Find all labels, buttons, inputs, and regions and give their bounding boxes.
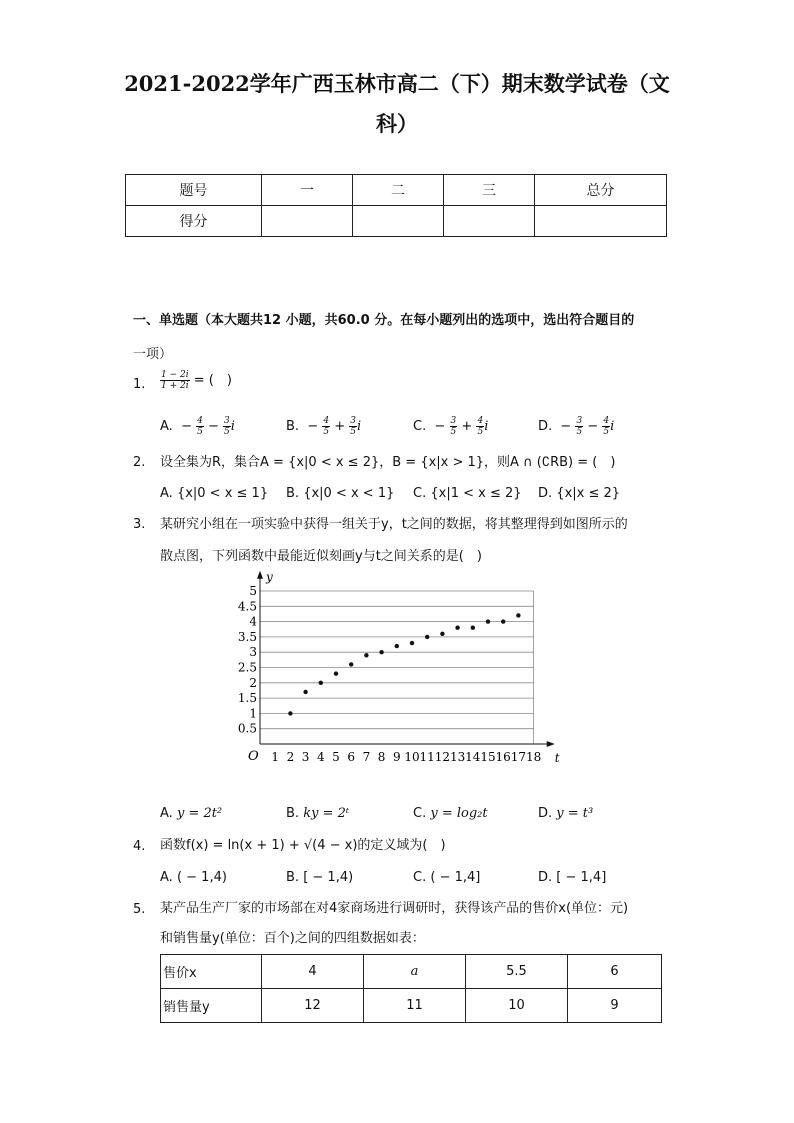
data-point: [319, 681, 323, 685]
option-label: B.: [286, 419, 300, 434]
x-tick-label: 6: [347, 750, 356, 764]
paper-title-line1: 2021-2022学年广西玉林市高二（下）期末数学试卷（文: [124, 71, 670, 96]
table-cell: 9: [568, 989, 662, 1023]
option-text: {x|0 < x ≤ 1}: [176, 486, 269, 501]
option-label: C.: [413, 870, 427, 885]
score-cell: [444, 206, 535, 237]
paper-title-line2: 科）: [376, 111, 418, 136]
y-tick-label: 3.5: [237, 629, 257, 644]
data-point: [395, 644, 399, 648]
y-tick-label: 4: [249, 614, 257, 629]
q1-fraction-numerator: 1 − 2i: [161, 370, 189, 380]
frac-den: 5: [323, 427, 330, 437]
table-cell: 4: [262, 955, 364, 989]
q4-option-a[interactable]: [160, 870, 227, 885]
y-tick-label: 2.5: [237, 660, 257, 675]
y-tick-label: 3: [249, 645, 257, 660]
option-text: {x|1 < x ≤ 2}: [430, 486, 522, 501]
option-label: A.: [160, 806, 173, 821]
option-text: y = 2t²: [176, 806, 223, 821]
option-label: A.: [160, 419, 173, 434]
table-cell: 11: [364, 989, 466, 1023]
option-var: i: [357, 419, 362, 434]
score-cell: [535, 206, 667, 237]
score-cell: [353, 206, 444, 237]
q4-option-b[interactable]: [286, 870, 353, 885]
data-point: [425, 635, 429, 639]
y-tick-label: 4.5: [237, 599, 257, 614]
y-tick-label: 5: [249, 584, 257, 598]
option-label: B.: [286, 806, 300, 821]
x-tick-label: 3: [301, 750, 310, 764]
q4-stem: 函数f(x) = ln(x + 1) + √(4 − x)的定义域为( ): [160, 838, 446, 853]
x-tick-label: 16: [495, 750, 511, 764]
section-heading-line1: 一、单选题（本大题共12 小题，共60.0 分。在每小题列出的选项中，选出符合题目的: [133, 313, 635, 328]
table-cell: 6: [568, 955, 662, 989]
option-label: A.: [160, 486, 173, 501]
table-cell: 销售量y: [161, 989, 262, 1023]
y-tick-label: 1: [249, 706, 257, 721]
table-cell: 售价x: [161, 955, 262, 989]
option-text: [ − 1,4): [303, 870, 354, 885]
table-row: [161, 955, 662, 989]
table-cell: 5.5: [466, 955, 568, 989]
option-label: B.: [286, 486, 300, 501]
data-point: [288, 711, 292, 715]
option-sign: +: [461, 419, 473, 434]
q1-tail: = ( ): [193, 373, 232, 388]
frac-den: 5: [603, 427, 610, 437]
q1-option-a[interactable]: [160, 416, 235, 437]
q2-option-b[interactable]: [286, 486, 394, 501]
x-tick-label: 10: [404, 750, 420, 764]
score-row-label: 得分: [126, 206, 262, 237]
option-text: [ − 1,4]: [556, 870, 607, 885]
option-sign: +: [334, 419, 346, 434]
x-tick-label: 5: [332, 750, 340, 764]
data-point: [455, 626, 459, 630]
x-tick-label: 9: [392, 750, 401, 764]
q2-option-d[interactable]: [538, 486, 620, 501]
x-tick-label: 1: [271, 750, 280, 764]
q2-stem: 设全集为R，集合A = {x|0 < x ≤ 2}，B = {x|x > 1}，则A ∩ (∁RB) = ( ): [160, 455, 616, 470]
frac-num: 4: [603, 416, 610, 426]
option-label: C.: [413, 419, 427, 434]
data-point: [379, 650, 383, 654]
q5-number: 5.: [133, 902, 146, 917]
option-text: y = t³: [556, 806, 594, 821]
score-header-cell: 二: [353, 175, 444, 206]
score-header-cell: 三: [444, 175, 535, 206]
q5-stem-line2: 和销售量y(单位：百个)之间的四组数据如表：: [160, 931, 425, 946]
x-tick-label: 4: [316, 750, 325, 764]
q4-option-d[interactable]: [538, 870, 606, 885]
frac-num: 3: [576, 416, 583, 426]
x-tick-label: 13: [449, 750, 466, 764]
option-sign: −: [560, 419, 572, 434]
data-point: [410, 641, 414, 645]
score-header-cell: 题号: [126, 175, 262, 206]
option-text: ( − 1,4): [176, 870, 227, 885]
score-table-header-row: [126, 175, 667, 206]
q2-number: 2.: [133, 455, 146, 470]
frac-num: 4: [323, 416, 330, 426]
option-sign: −: [181, 419, 192, 434]
option-var: i: [484, 419, 489, 434]
score-table-row: [126, 206, 667, 237]
option-text: ky = 2ᵗ: [303, 806, 350, 821]
option-text: {x|x ≤ 2}: [556, 486, 621, 501]
q3-number: 3.: [133, 517, 146, 532]
q1-number: 1.: [133, 377, 146, 392]
q3-option-c[interactable]: [413, 806, 488, 821]
q1-fraction-denominator: 1 + 2i: [161, 381, 189, 391]
option-label: D.: [538, 486, 553, 501]
data-point: [349, 662, 353, 666]
frac-den: 5: [224, 427, 230, 437]
q1-fraction: [160, 370, 190, 391]
data-point: [501, 619, 505, 623]
x-tick-label: 18: [525, 750, 542, 764]
frac-den: 5: [477, 427, 484, 437]
option-sign: −: [207, 419, 219, 434]
q4-option-c[interactable]: [413, 870, 480, 885]
q3-option-a[interactable]: [160, 806, 222, 821]
frac-num: 3: [224, 416, 230, 426]
q3-stem-line1: 某研究小组在一项实验中获得一组关于y，t之间的数据，将其整理得到如图所示的: [160, 517, 628, 532]
scatter-plot: [237, 569, 560, 772]
q3-option-d[interactable]: [538, 806, 593, 821]
data-point: [334, 671, 338, 675]
q1-option-b[interactable]: [286, 416, 361, 437]
frac-num: 4: [197, 416, 203, 426]
q5-data-table: [160, 954, 662, 1023]
option-sign: −: [587, 419, 599, 434]
score-table: [125, 174, 667, 237]
option-label: C.: [413, 486, 427, 501]
table-cell: 10: [466, 989, 568, 1023]
x-axis-arrow: [547, 741, 555, 747]
q3-stem-line2: 散点图，下列函数中最能近似刻画y与t之间关系的是( ): [160, 549, 482, 564]
score-header-cell: 一: [262, 175, 353, 206]
score-header-cell: 总分: [535, 175, 667, 206]
data-point: [364, 653, 368, 657]
frac-den: 5: [350, 427, 357, 437]
q1-option-d[interactable]: [538, 416, 614, 437]
option-text: ( − 1,4]: [430, 870, 481, 885]
option-var: i: [230, 419, 235, 434]
y-axis-arrow: [257, 571, 263, 579]
paper-title: [110, 64, 684, 144]
x-tick-label: 14: [465, 750, 481, 764]
table-cell: a: [364, 955, 466, 989]
q2-option-c[interactable]: [413, 486, 522, 501]
section-heading-line2: 一项）: [133, 347, 173, 362]
option-sign: −: [307, 419, 319, 434]
y-tick-label: 2: [249, 675, 257, 690]
table-cell: 12: [262, 989, 364, 1023]
option-label: C.: [413, 806, 427, 821]
option-var: i: [610, 419, 615, 434]
table-row: [161, 989, 662, 1023]
y-axis-label: y: [266, 569, 273, 584]
frac-num: 4: [477, 416, 484, 426]
option-label: B.: [286, 870, 300, 885]
x-tick-label: 17: [510, 750, 527, 764]
x-tick-label: 15: [480, 750, 496, 764]
frac-num: 3: [350, 416, 357, 426]
q5-stem-line1: 某产品生产厂家的市场部在对4家商场进行调研时，获得该产品的售价x(单位：元): [160, 901, 629, 916]
x-tick-label: 11: [419, 750, 435, 764]
data-point: [440, 632, 444, 636]
x-tick-label: 12: [434, 750, 451, 764]
frac-num: 3: [450, 416, 457, 426]
y-tick-label: 1.5: [237, 691, 257, 706]
q3-option-b[interactable]: [286, 806, 349, 821]
x-tick-label: 7: [362, 750, 371, 764]
q1-option-c[interactable]: [413, 416, 488, 437]
option-label: D.: [538, 806, 553, 821]
option-text: y = log₂t: [430, 806, 488, 821]
x-axis-label: t: [554, 751, 560, 765]
option-label: D.: [538, 419, 553, 434]
frac-den: 5: [576, 427, 583, 437]
option-label: A.: [160, 870, 173, 885]
y-tick-label: 0.5: [237, 721, 257, 736]
data-point: [471, 626, 475, 630]
option-text: {x|0 < x < 1}: [303, 486, 395, 501]
origin-label: O: [248, 749, 259, 764]
option-sign: −: [434, 419, 446, 434]
data-point: [303, 690, 307, 694]
data-point: [516, 613, 520, 617]
frac-den: 5: [450, 427, 457, 437]
section-heading: [133, 304, 673, 372]
q1-stem: [160, 370, 232, 391]
score-cell: [262, 206, 353, 237]
q4-number: 4.: [133, 839, 146, 854]
q2-option-a[interactable]: [160, 486, 268, 501]
x-tick-label: 2: [286, 750, 295, 764]
option-label: D.: [538, 870, 553, 885]
frac-den: 5: [197, 427, 203, 437]
x-tick-label: 8: [377, 750, 386, 764]
data-point: [486, 619, 490, 623]
